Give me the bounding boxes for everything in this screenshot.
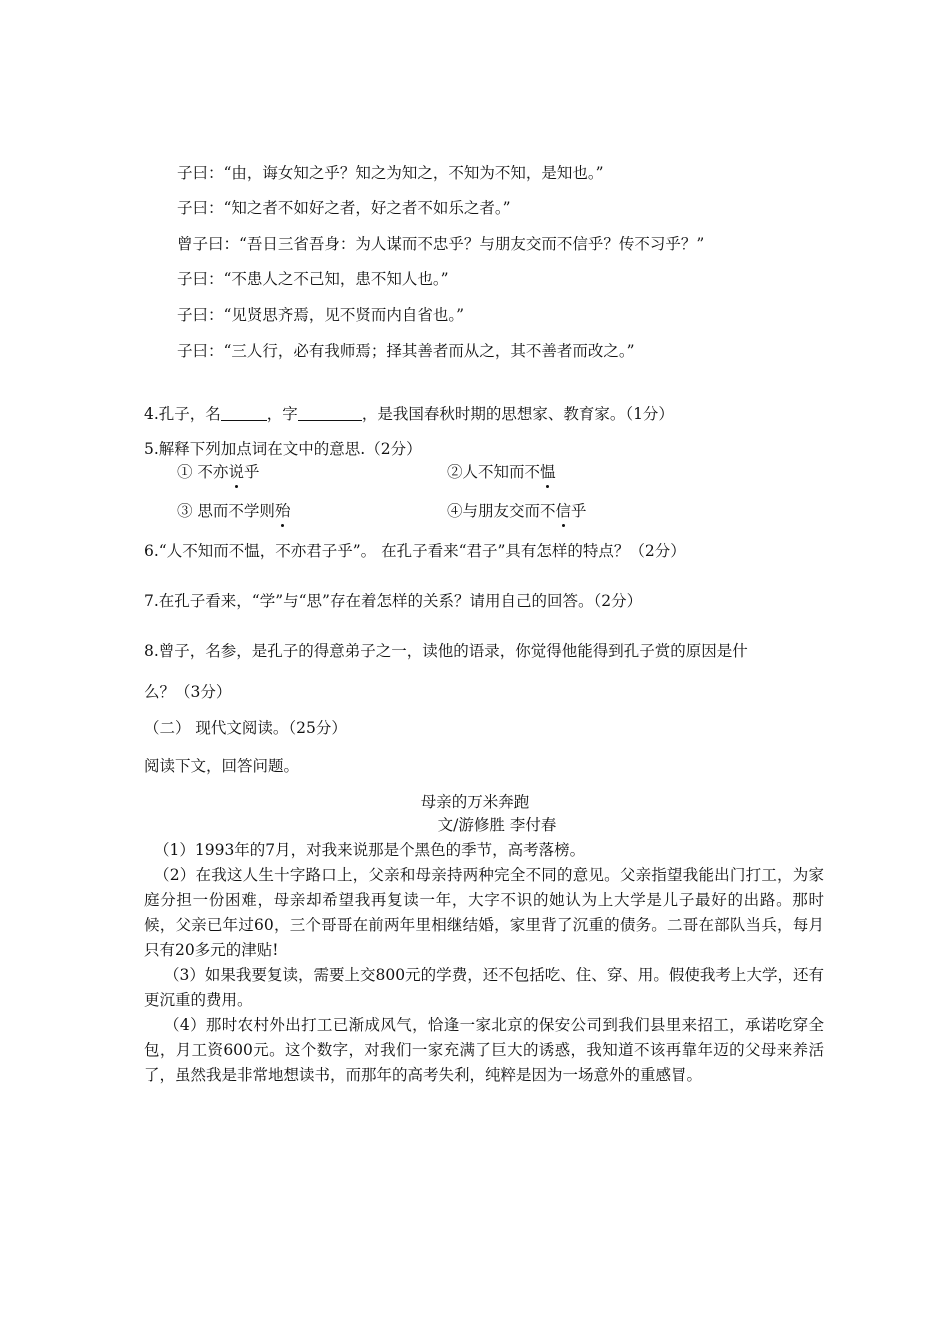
analects-quote-5: 子曰：“见贤思齐焉，见不贤而内自省也。” bbox=[177, 306, 465, 324]
analects-quote-6: 子曰：“三人行，必有我师焉；择其善者而从之，其不善者而改之。” bbox=[177, 342, 635, 360]
question-6: 6.“人不知而不愠，不亦君子乎”。 在孔子看来“君子”具有怎样的特点？（2分） bbox=[144, 542, 686, 560]
question-4-part-a: 4.孔子，名 bbox=[144, 405, 221, 423]
question-4-part-c: ，是我国春秋时期的思想家、教育家。（1分） bbox=[361, 405, 674, 423]
section-heading: （二） 现代文阅读。（25分） bbox=[144, 719, 347, 737]
article-title: 母亲的万米奔跑 bbox=[420, 793, 530, 811]
question-5-title: 5.解释下列加点词在文中的意思.（2分） bbox=[144, 440, 422, 458]
analects-quote-1: 子曰：“由，诲女知之乎？知之为知之，不知为不知，是知也。” bbox=[177, 164, 604, 182]
question-5-item-3: ③ 思而不学则殆 bbox=[177, 502, 291, 520]
question-8-line-1: 8.曾子，名参，是孔子的得意弟子之一，读他的语录，你觉得他能得到孔子赏的原因是什 bbox=[144, 642, 748, 660]
analects-quote-3: 曾子曰：“吾日三省吾身：为人谋而不忠乎？与朋友交而不信乎？传不习乎？” bbox=[177, 235, 705, 253]
answer-blank-courtesy-name[interactable] bbox=[298, 404, 362, 421]
analects-quote-4: 子曰：“不患人之不己知，患不知人也。” bbox=[177, 270, 449, 288]
reading-instruction: 阅读下文，回答问题。 bbox=[144, 757, 300, 775]
answer-blank-name[interactable] bbox=[221, 404, 267, 421]
question-5-item-1: ① 不亦说乎 bbox=[177, 463, 260, 481]
article-paragraph-2: （2）在我这人生十字路口上，父亲和母亲持两种完全不同的意见。父亲指望我能出门打工，为家庭分担一份困难，母亲却希望我再复读一年，大字不识的她认为上大学是儿子最好的出路。那时候，父亲已年过60，三个哥哥在前两年里相继结婚，家里背了沉重的债务。二哥在部队当兵，每月只有20多元的津贴! bbox=[144, 866, 824, 959]
article-body bbox=[144, 838, 824, 1088]
question-4 bbox=[144, 403, 674, 425]
dotted-char: 信 bbox=[555, 502, 572, 520]
question-4-part-b: ，字 bbox=[266, 405, 298, 423]
analects-quote-2: 子曰：“知之者不如好之者，好之者不如乐之者。” bbox=[177, 199, 511, 217]
article-paragraph-1: （1）1993年的7月，对我来说那是个黑色的季节，高考落榜。 bbox=[154, 841, 586, 859]
question-8-line-2: 么？（3分） bbox=[144, 683, 232, 701]
article-paragraph-3: （3）如果我要复读，需要上交800元的学费，还不包括吃、住、穿、用。假使我考上大学，还有更沉重的费用。 bbox=[144, 966, 824, 1009]
dotted-char: 殆 bbox=[274, 502, 291, 520]
article-byline: 文/游修胜 李付春 bbox=[437, 816, 557, 834]
question-5-item-4: ④与朋友交而不信乎 bbox=[447, 502, 587, 520]
dotted-char: 说 bbox=[228, 463, 244, 481]
dotted-char: 愠 bbox=[540, 463, 556, 481]
question-7: 7.在孔子看来，“学”与“思”存在着怎样的关系？请用自己的回答。（2分） bbox=[144, 592, 643, 610]
question-5-item-2: ②人不知而不愠 bbox=[447, 463, 556, 481]
article-paragraph-4: （4）那时农村外出打工已渐成风气，恰逢一家北京的保安公司到我们县里来招工，承诺吃穿全包，月工资600元。这个数字，对我们一家充满了巨大的诱惑，我知道不该再靠年迈的父母来养活了，虽然我是非常地想读书，而那年的高考失利，纯粹是因为一场意外的重感冒。 bbox=[144, 1016, 824, 1084]
